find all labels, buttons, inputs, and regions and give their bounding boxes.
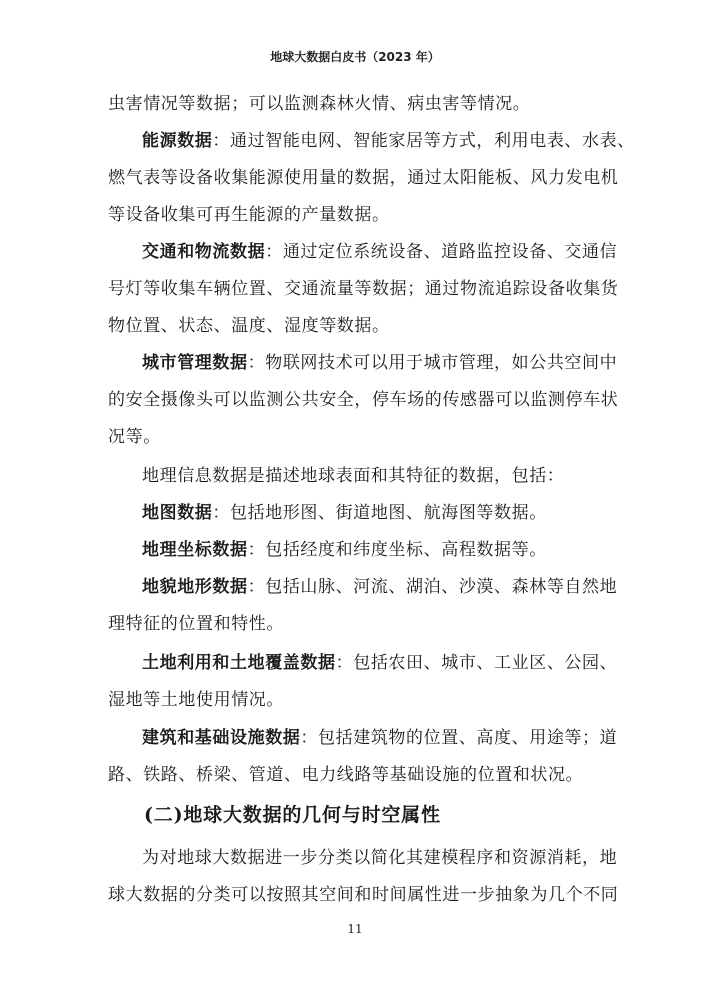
energy-data-paragraph	[142, 123, 635, 160]
page-header: 地球大数据白皮书（2023 年）	[270, 50, 440, 64]
transport-data-term: 交通和物流数据	[142, 242, 266, 262]
paragraph-text: 包括山脉、河流、湖泊、沙漠、森林等自然地	[265, 577, 618, 597]
paragraph-line: 湿地等土地使用情况。	[108, 690, 284, 710]
coord-data-term: 地理坐标数据	[142, 540, 248, 560]
paragraph-line: 况等。	[108, 427, 161, 447]
paragraph-text: 包括建筑物的位置、高度、用途等；道	[318, 728, 618, 748]
paragraph-text: 通过定位系统设备、道路监控设备、交通信	[282, 242, 618, 262]
paragraph-text: 通过智能电网、智能家居等方式，利用电表、水表、	[230, 131, 635, 151]
term-colon: ：	[247, 540, 266, 560]
paragraph-text: 物联网技术可以用于城市管理，如公共空间中	[265, 353, 618, 373]
building-data-term: 建筑和基础设施数据	[142, 728, 301, 748]
building-data-paragraph	[142, 720, 618, 757]
terrain-data-paragraph	[142, 569, 618, 606]
final-paragraph: 为对地球大数据进一步分类以简化其建模程序和资源消耗，地	[142, 848, 618, 868]
transport-data-paragraph	[142, 234, 618, 271]
paragraph-text: 包括农田、城市、工业区、公园、	[353, 653, 618, 673]
term-colon: ：	[212, 503, 231, 523]
paragraph-line: 球大数据的分类可以按照其空间和时间属性进一步抽象为几个不同	[108, 885, 619, 905]
paragraph-line: 等设备收集可再生能源的产量数据。	[108, 205, 390, 225]
energy-data-term: 能源数据	[142, 131, 213, 151]
term-colon: ：	[247, 353, 266, 373]
paragraph-line: 路、铁路、桥梁、管道、电力线路等基础设施的位置和状况。	[108, 765, 584, 785]
paragraph-line: 燃气表等设备收集能源使用量的数据，通过太阳能板、风力发电机	[108, 168, 619, 188]
map-data-paragraph	[142, 495, 600, 532]
page-number: 11	[347, 922, 363, 936]
city-data-paragraph	[142, 345, 618, 382]
term-colon: ：	[247, 577, 266, 597]
map-data-term: 地图数据	[142, 503, 213, 523]
paragraph-text: 包括地形图、街道地图、航海图等数据。	[230, 503, 547, 523]
paragraph-line: 号灯等收集车辆位置、交通流量等数据；通过物流追踪设备收集货	[108, 279, 619, 299]
term-colon: ：	[335, 653, 354, 673]
paragraph-line: 理特征的位置和特性。	[108, 614, 284, 634]
paragraph-line: 的安全摄像头可以监测公共安全，停车场的传感器可以监测停车状	[108, 390, 619, 410]
term-colon: ：	[265, 242, 283, 262]
term-colon: ：	[300, 728, 319, 748]
paragraph-text: 包括经度和纬度坐标、高程数据等。	[265, 540, 547, 560]
landuse-data-term: 土地利用和土地覆盖数据	[142, 653, 336, 673]
paragraph-line: 物位置、状态、温度、湿度等数据。	[108, 316, 390, 336]
term-colon: ：	[212, 131, 231, 151]
paragraph-line: 虫害情况等数据；可以监测森林火情、病虫害等情况。	[108, 94, 531, 114]
city-data-term: 城市管理数据	[142, 353, 248, 373]
terrain-data-term: 地貌地形数据	[142, 577, 248, 597]
geo-intro-paragraph: 地理信息数据是描述地球表面和其特征的数据，包括：	[142, 466, 565, 486]
landuse-data-paragraph	[142, 645, 618, 682]
coord-data-paragraph	[142, 532, 600, 569]
section-heading: (二)地球大数据的几何与时空属性	[144, 804, 441, 826]
